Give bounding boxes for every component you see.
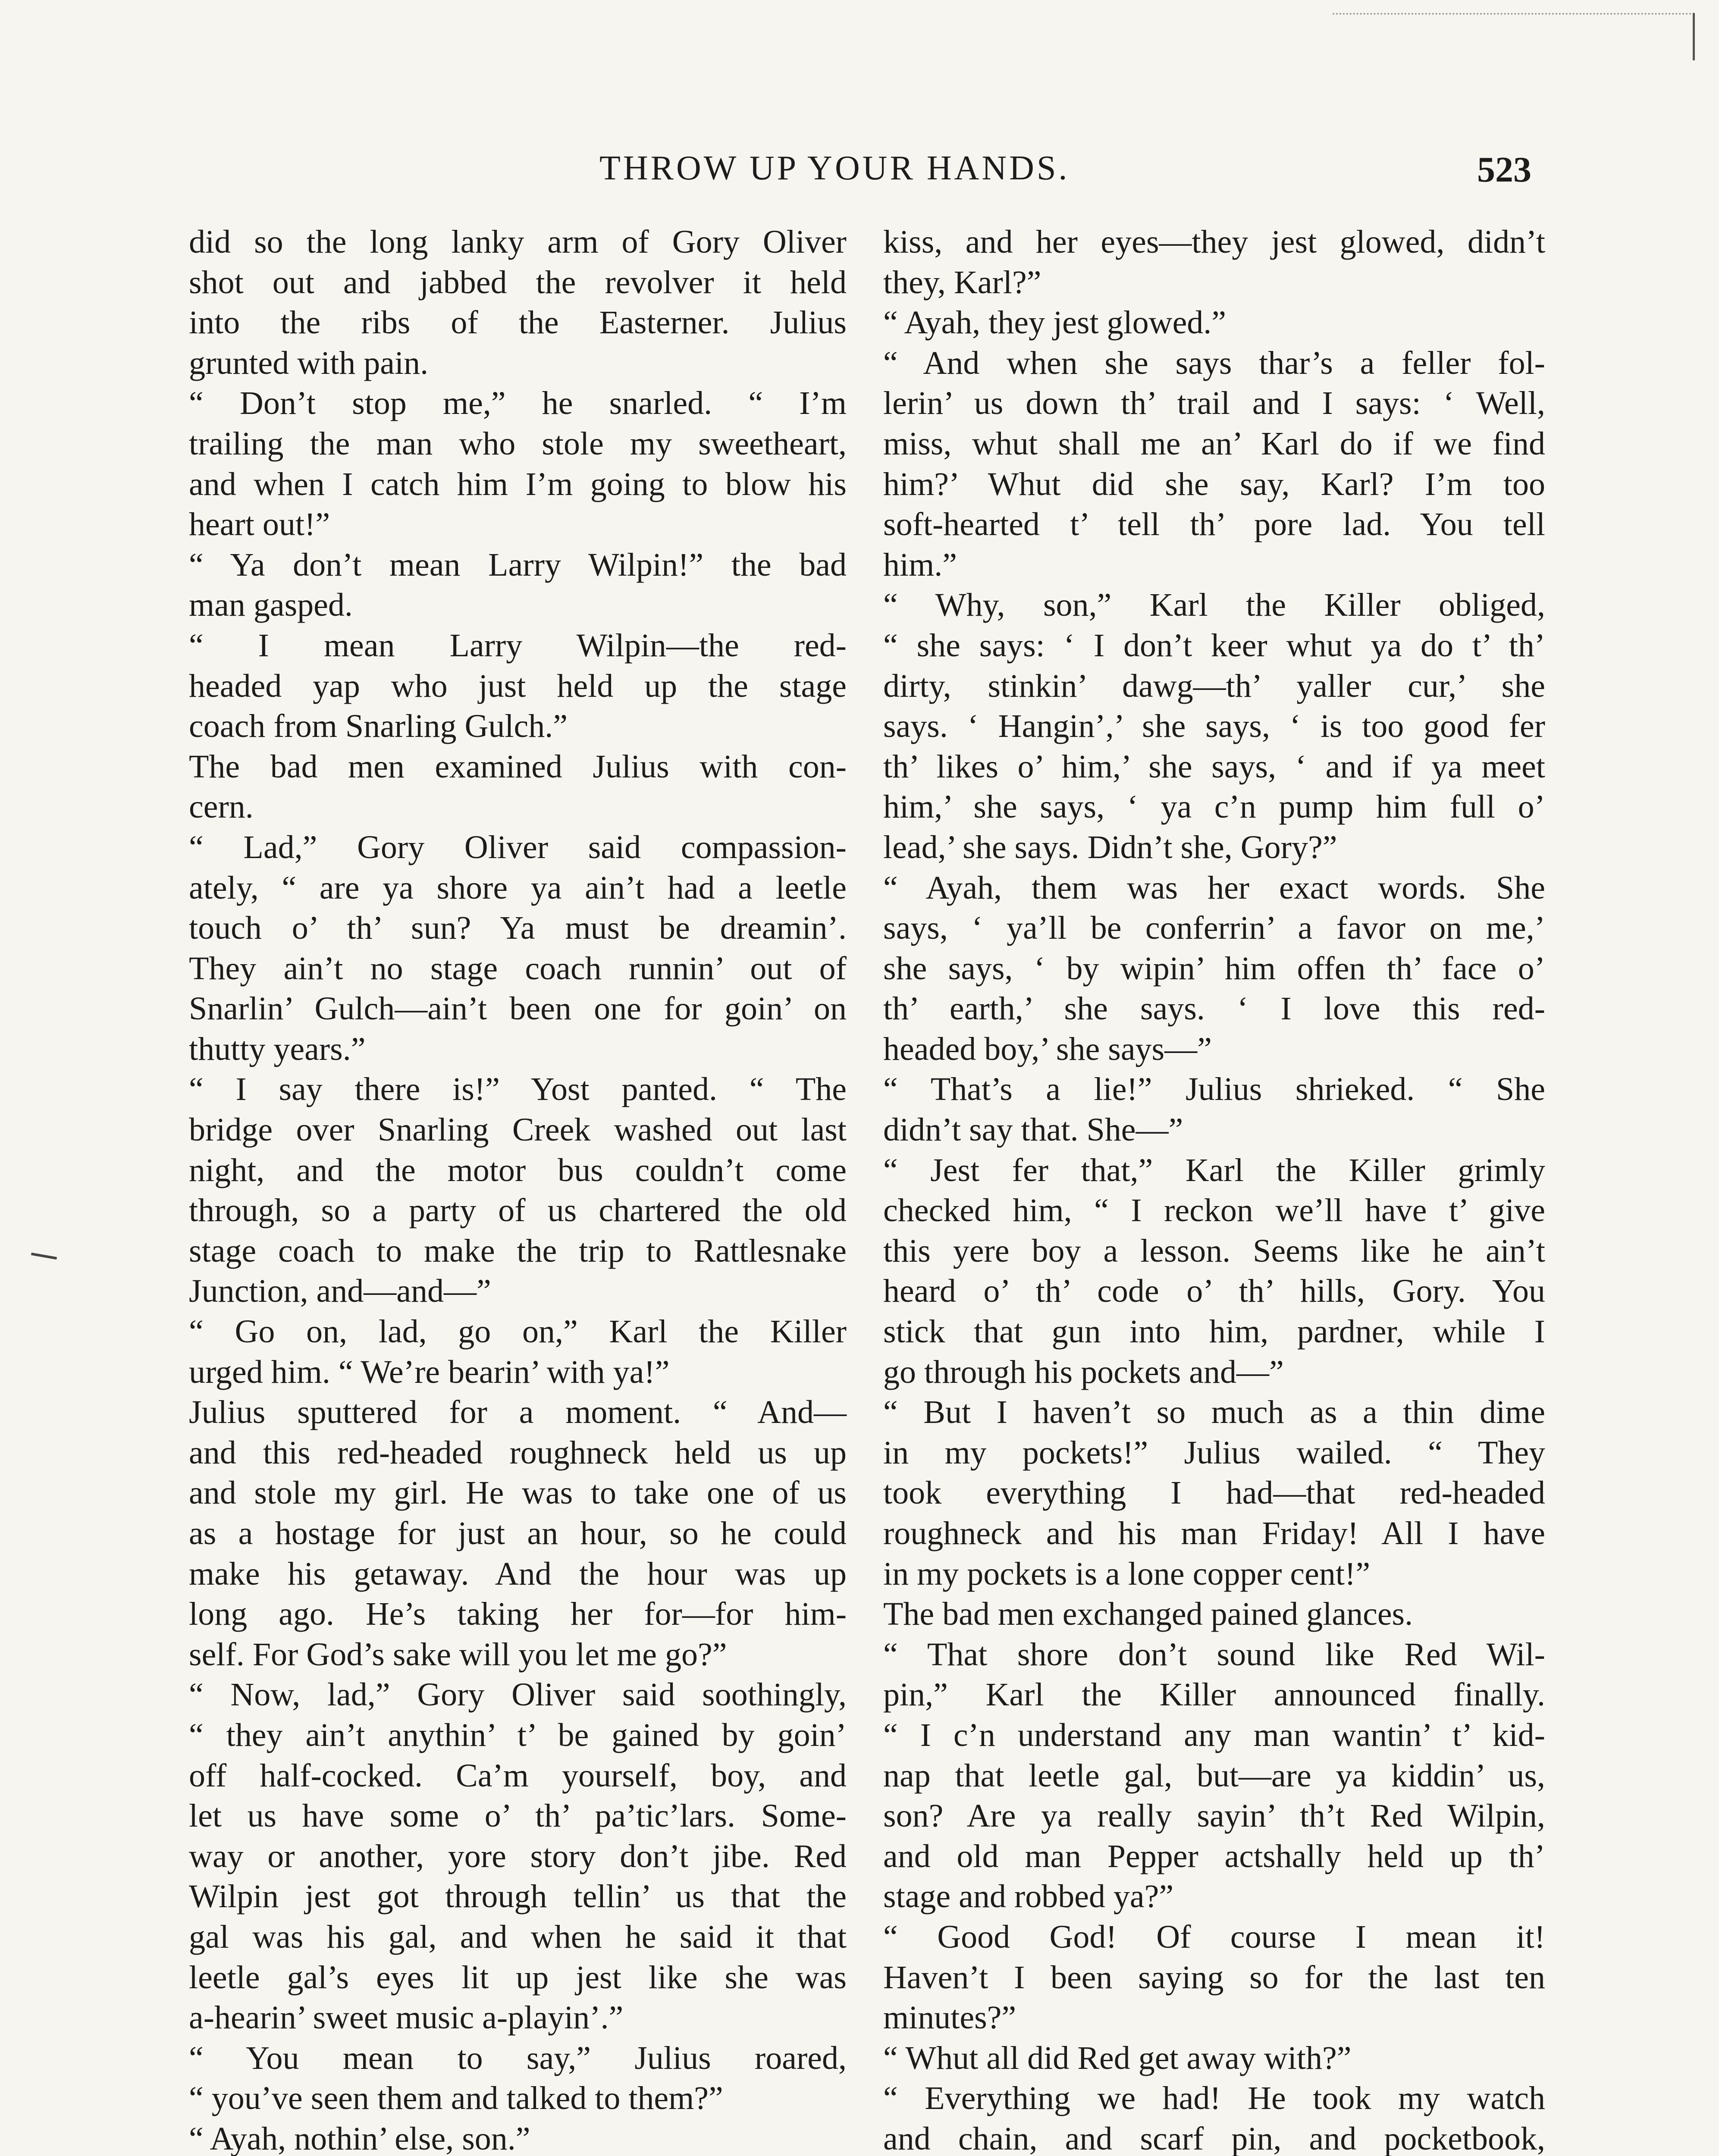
text-line: didn’t say that. She—” — [883, 1112, 1183, 1148]
text-line: “ you’ve seen them and talked to them?” — [189, 2080, 723, 2117]
text-line: and this red-headed roughneck held us up — [189, 1434, 847, 1471]
text-line: a-hearin’ sweet music a-playin’.” — [189, 1999, 624, 2036]
text-line: urged him. “ We’re bearin’ with ya!” — [189, 1354, 670, 1390]
text-line: “ I mean Larry Wilpin—the red- — [189, 627, 847, 664]
text-line: in my pockets!” Julius wailed. “ They — [883, 1434, 1545, 1471]
text-line: into the ribs of the Easterner. Julius — [189, 304, 847, 341]
text-line: soft-hearted t’ tell th’ pore lad. You tell — [883, 506, 1545, 543]
text-line: cern. — [189, 789, 254, 825]
text-line: Snarlin’ Gulch—ain’t been one for goin’ on — [189, 990, 847, 1027]
text-line: nap that leetle gal, but—are ya kiddin’ us, — [883, 1757, 1545, 1794]
text-line: through, so a party of us chartered the old — [189, 1192, 847, 1229]
text-line: way or another, yore story don’t jibe. Red — [189, 1838, 847, 1874]
text-line: lerin’ us down th’ trail and I says: ‘ Well, — [883, 385, 1545, 422]
text-line: “ she says: ‘ I don’t keer whut ya do t’ th’ — [883, 627, 1545, 664]
text-line: “ they ain’t anythin’ t’ be gained by goin’ — [189, 1717, 847, 1753]
text-line: “ That shore don’t sound like Red Wil- — [883, 1636, 1545, 1673]
text-line: “ You mean to say,” Julius roared, — [189, 2040, 847, 2076]
text-line: shot out and jabbed the revolver it held — [189, 264, 847, 301]
text-line: in my pockets is a lone copper cent!” — [883, 1555, 1371, 1592]
running-header: THROW UP YOUR HANDS. — [599, 149, 1070, 187]
text-line: “ Go on, lad, go on,” Karl the Killer — [189, 1313, 847, 1350]
text-line: miss, whut shall me an’ Karl do if we find — [883, 425, 1545, 462]
text-line: and when I catch him I’m going to blow his — [189, 466, 847, 502]
text-line: roughneck and his man Friday! All I have — [883, 1515, 1545, 1551]
text-line: “ Ya don’t mean Larry Wilpin!” the bad — [189, 546, 847, 583]
text-line: says. ‘ Hangin’,’ she says, ‘ is too good fer — [883, 708, 1545, 745]
text-line: “ Now, lad,” Gory Oliver said soothingly, — [189, 1677, 847, 1713]
text-line: checked him, “ I reckon we’ll have t’ give — [883, 1192, 1545, 1229]
text-line: son? Are ya really sayin’ th’t Red Wilpin, — [883, 1798, 1545, 1834]
text-line: night, and the motor bus couldn’t come — [189, 1152, 847, 1188]
page-edge-mark — [1693, 13, 1695, 60]
text-line: as a hostage for just an hour, so he could — [189, 1515, 847, 1551]
text-line: th’ likes o’ him,’ she says, ‘ and if ya meet — [883, 748, 1545, 785]
text-line: stick that gun into him, pardner, while I — [883, 1313, 1545, 1350]
text-line: this yere boy a lesson. Seems like he ain’t — [883, 1232, 1545, 1269]
text-line: “ Ayah, they jest glowed.” — [883, 304, 1227, 341]
text-line: thutty years.” — [189, 1031, 366, 1067]
text-line: “ Everything we had! He took my watch — [883, 2080, 1545, 2117]
text-line: headed boy,’ she says—” — [883, 1031, 1212, 1067]
text-line: “ But I haven’t so much as a thin dime — [883, 1394, 1545, 1431]
text-line: long ago. He’s taking her for—for him- — [189, 1596, 847, 1633]
text-line: “ I c’n understand any man wantin’ t’ kid- — [883, 1717, 1545, 1753]
text-line: “ I say there is!” Yost panted. “ The — [189, 1071, 847, 1108]
text-line: she says, ‘ by wipin’ him offen th’ face o’ — [883, 950, 1545, 987]
left-text-column — [189, 222, 847, 2156]
text-line: They ain’t no stage coach runnin’ out of — [189, 950, 847, 987]
text-line: grunted with pain. — [189, 345, 429, 381]
text-line: “ Don’t stop me,” he snarled. “ I’m — [189, 385, 847, 422]
text-line: man gasped. — [189, 587, 353, 624]
text-line: lead,’ she says. Didn’t she, Gory?” — [883, 829, 1337, 865]
text-line: “ Whut all did Red get away with?” — [883, 2040, 1352, 2076]
text-line: “ Why, son,” Karl the Killer obliged, — [883, 587, 1545, 624]
text-line: heart out!” — [189, 506, 330, 543]
text-line: touch o’ th’ sun? Ya must be dreamin’. — [189, 910, 847, 946]
text-line: th’ earth,’ she says. ‘ I love this red- — [883, 990, 1545, 1027]
text-line: and chain, and scarf pin, and pocketbook, — [883, 2120, 1545, 2156]
text-line: trailing the man who stole my sweetheart, — [189, 425, 847, 462]
text-line: minutes?” — [883, 1999, 1016, 2036]
text-line: dirty, stinkin’ dawg—th’ yaller cur,’ she — [883, 667, 1545, 704]
text-line: Julius sputtered for a moment. “ And— — [189, 1394, 847, 1431]
text-line: took everything I had—that red-headed — [883, 1475, 1545, 1511]
text-line: him,’ she says, ‘ ya c’n pump him full o’ — [883, 789, 1545, 825]
right-text-column — [883, 222, 1545, 2156]
text-line: headed yap who just held up the stage — [189, 667, 847, 704]
text-line: Haven’t I been saying so for the last ten — [883, 1959, 1545, 1996]
text-line: heard o’ th’ code o’ th’ hills, Gory. You — [883, 1273, 1545, 1310]
text-line: and stole my girl. He was to take one of us — [189, 1475, 847, 1511]
text-line: kiss, and her eyes—they jest glowed, didn’t — [883, 224, 1545, 260]
text-line: Wilpin jest got through tellin’ us that the — [189, 1878, 847, 1915]
text-line: and old man Pepper actshally held up th’ — [883, 1838, 1545, 1874]
text-line: stage and robbed ya?” — [883, 1878, 1174, 1915]
top-scan-rule — [1333, 13, 1695, 15]
text-line: “ Ayah, nothin’ else, son.” — [189, 2120, 530, 2156]
text-line: off half-cocked. Ca’m yourself, boy, and — [189, 1757, 847, 1794]
text-line: The bad men exchanged pained glances. — [883, 1596, 1413, 1633]
text-line: leetle gal’s eyes lit up jest like she was — [189, 1959, 847, 1996]
page-number: 523 — [1477, 150, 1531, 190]
text-line: “ That’s a lie!” Julius shrieked. “ She — [883, 1071, 1545, 1108]
text-line: him?’ Whut did she say, Karl? I’m too — [883, 466, 1545, 502]
text-line: did so the long lanky arm of Gory Oliver — [189, 224, 847, 260]
text-line: they, Karl?” — [883, 264, 1041, 301]
text-line: “ Lad,” Gory Oliver said compassion- — [189, 829, 847, 865]
text-line: “ Jest fer that,” Karl the Killer grimly — [883, 1152, 1545, 1188]
text-line: “ And when she says thar’s a feller fol- — [883, 345, 1545, 381]
text-line: gal was his gal, and when he said it that — [189, 1918, 847, 1955]
text-line: let us have some o’ th’ pa’tic’lars. Some- — [189, 1798, 847, 1834]
text-line: The bad men examined Julius with con- — [189, 748, 847, 785]
text-line: make his getaway. And the hour was up — [189, 1555, 847, 1592]
text-line: coach from Snarling Gulch.” — [189, 708, 568, 745]
text-line: him.” — [883, 546, 957, 583]
text-line: “ Ayah, them was her exact words. She — [883, 869, 1545, 906]
margin-mark — [31, 1253, 57, 1260]
text-line: bridge over Snarling Creek washed out last — [189, 1112, 847, 1148]
text-line: stage coach to make the trip to Rattlesnake — [189, 1232, 847, 1269]
text-line: Junction, and—and—” — [189, 1273, 491, 1310]
text-line: self. For God’s sake will you let me go?” — [189, 1636, 727, 1673]
text-line: go through his pockets and—” — [883, 1354, 1284, 1390]
text-line: ately, “ are ya shore ya ain’t had a leetle — [189, 869, 847, 906]
text-line: “ Good God! Of course I mean it! — [883, 1918, 1545, 1955]
text-line: says, ‘ ya’ll be conferrin’ a favor on me,’ — [883, 910, 1545, 946]
text-line: pin,” Karl the Killer announced finally. — [883, 1677, 1545, 1713]
